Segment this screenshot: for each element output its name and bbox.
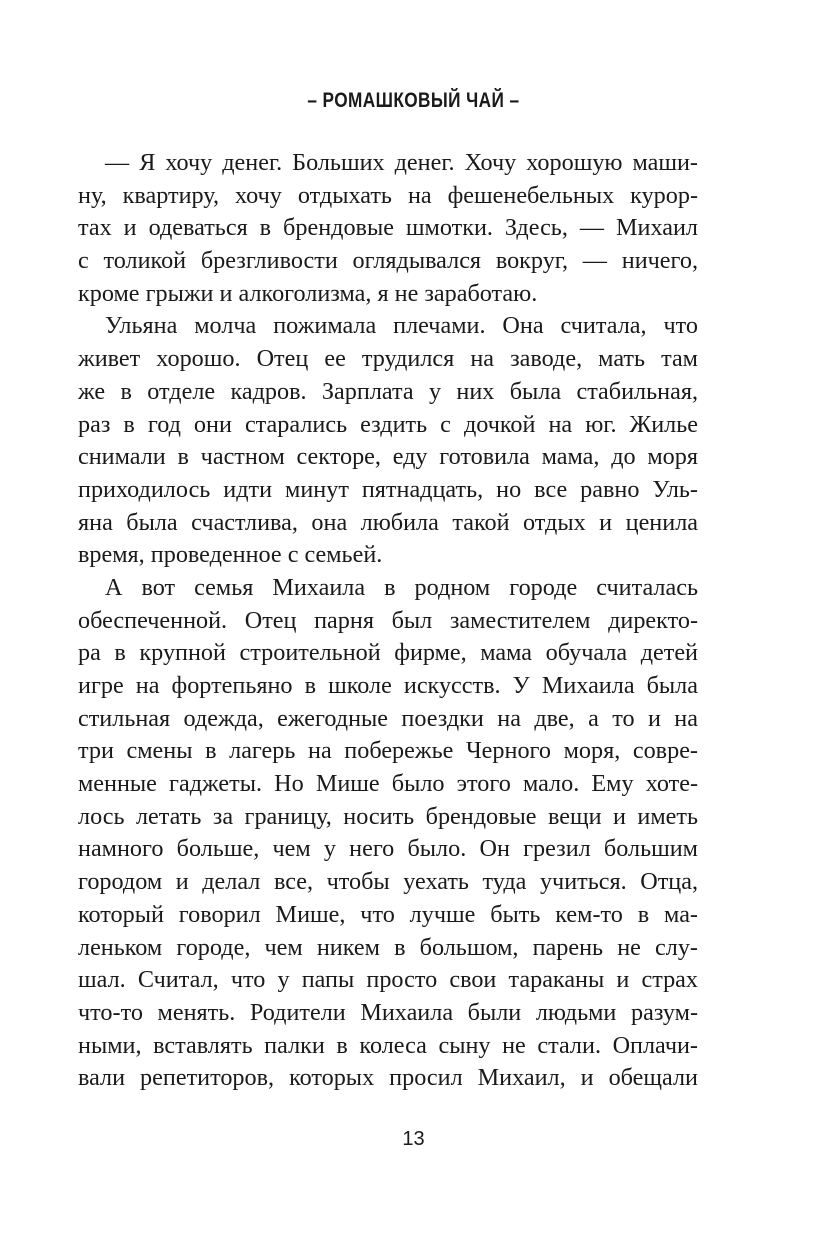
text-line: живет хорошо. Отец ее трудился на заводе, мать там — [78, 345, 698, 373]
text-line: приходилось идти минут пятнадцать, но все равно Уль- — [78, 475, 698, 503]
text-line: же в отделе кадров. Зарплата у них была стабильная, — [78, 377, 698, 405]
text-line: кроме грыжи и алкоголизма, я не заработаю. — [78, 279, 538, 307]
text-line: время, проведенное с семьей. — [78, 541, 383, 569]
text-line: городом и делал все, чтобы уехать туда учиться. Отца, — [78, 868, 698, 896]
text-line: что-то менять. Родители Михаила были людьми разум- — [78, 998, 698, 1026]
text-line: ра в крупной строительной фирме, мама обучала детей — [78, 639, 698, 667]
text-line: яна была счастлива, она любила такой отдых и ценила — [78, 508, 698, 536]
body-text — [78, 147, 698, 1095]
running-title: – РОМАШКОВЫЙ ЧАЙ – — [307, 89, 520, 112]
text-line: Ульяна молча пожимала плечами. Она считала, что — [105, 312, 698, 340]
text-line: А вот семья Михаила в родном городе считалась — [105, 573, 698, 601]
text-line: снимали в частном секторе, еду готовила мама, до моря — [78, 443, 698, 471]
text-line: который говорил Мише, что лучше быть кем-то в ма- — [78, 900, 698, 928]
text-line: стильная одежда, ежегодные поездки на две, а то и на — [78, 704, 698, 732]
text-line: намного больше, чем у него было. Он грезил большим — [78, 835, 698, 863]
text-line: вали репетиторов, которых просил Михаил, и обещали — [78, 1064, 698, 1092]
text-line: игре на фортепьяно в школе искусств. У Михаила была — [78, 672, 698, 699]
text-line: раз в год они старались ездить с дочкой на юг. Жилье — [78, 410, 698, 438]
text-line: с толикой брезгливости оглядывался вокруг, — ничего, — [78, 247, 698, 275]
text-line: — Я хочу денег. Больших денег. Хочу хорошую маши- — [105, 149, 698, 176]
text-line: лось летать за границу, носить брендовые вещи и иметь — [78, 802, 698, 830]
text-line: ными, вставлять палки в колеса сыну не стали. Оплачи- — [78, 1031, 698, 1059]
page-number: 13 — [402, 1128, 425, 1150]
text-line: тах и одеваться в брендовые шмотки. Здесь, — Михаил — [78, 214, 698, 242]
text-line: леньком городе, чем никем в большом, парень не слу- — [78, 933, 698, 961]
text-line: обеспеченной. Отец парня был заместителем директо- — [78, 606, 698, 634]
text-line: три смены в лагерь на побережье Черного моря, совре- — [78, 737, 698, 765]
text-line: ну, квартиру, хочу отдыхать на фешенебельных курор- — [78, 181, 698, 209]
text-line: менные гаджеты. Но Мише было этого мало. Ему хоте- — [78, 770, 698, 798]
text-line: шал. Считал, что у папы просто свои тараканы и страх — [78, 966, 698, 994]
